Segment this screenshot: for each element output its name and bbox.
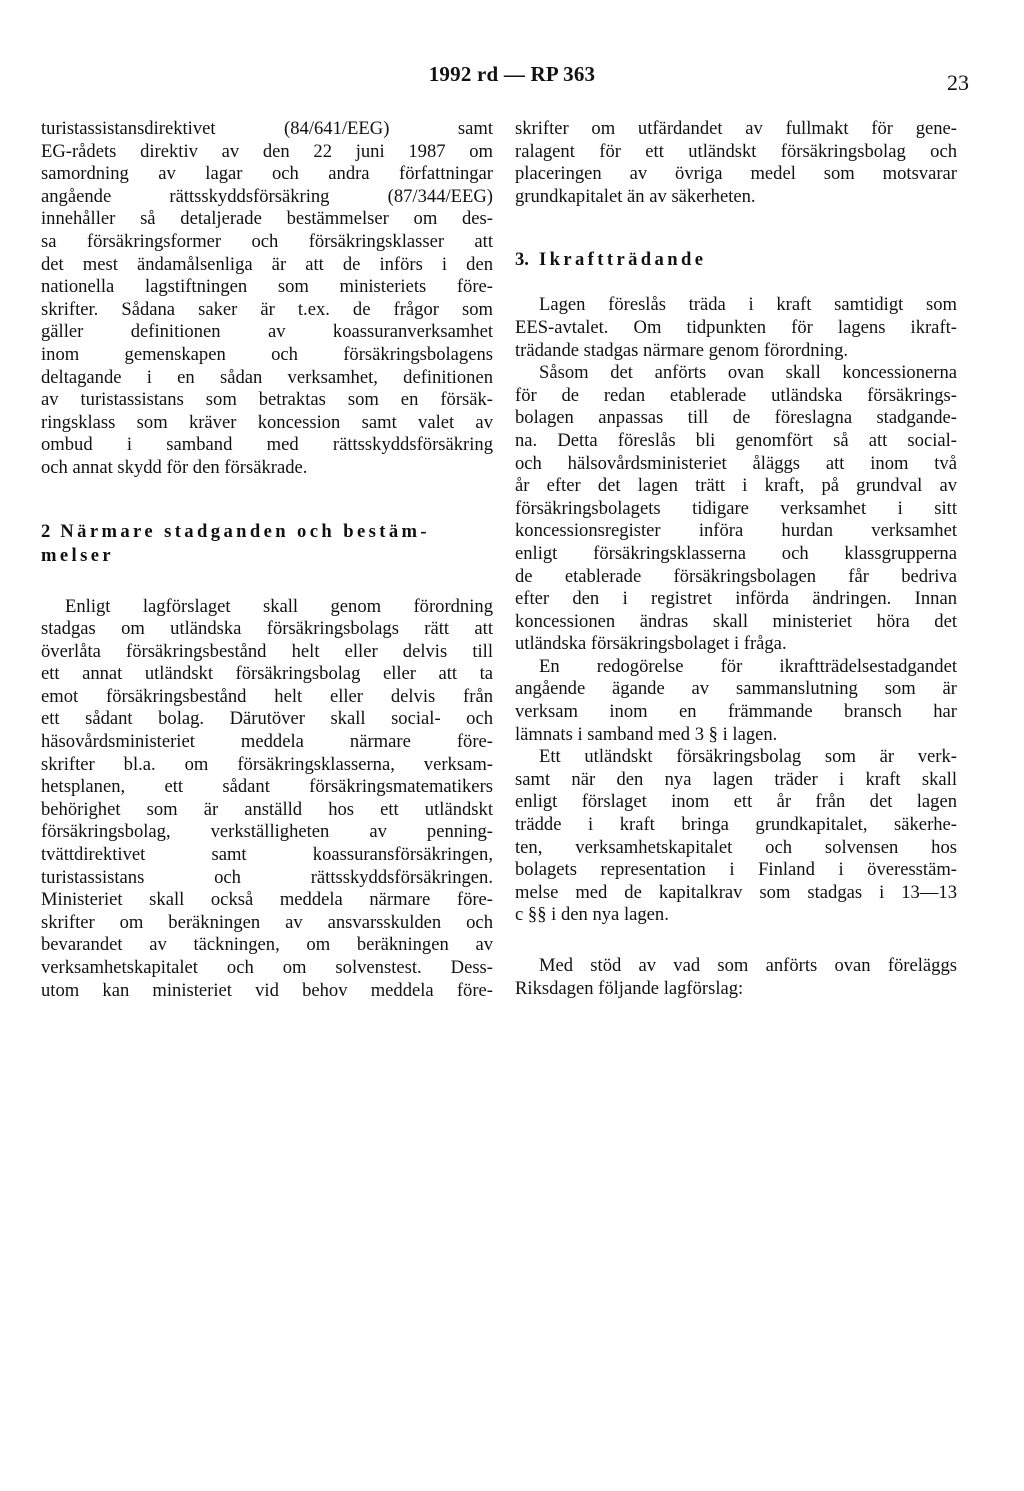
text-line: koncessionen ändras skall ministeriet höra det — [515, 610, 957, 632]
text-line: lämnats i samband med 3 § i lagen. — [515, 723, 778, 745]
text-line: angående ägande av sammanslutning som är — [515, 678, 957, 700]
text-line: det mest ändamålsenliga är att de införs i den — [41, 253, 493, 275]
text-line: Såsom det anförts ovan skall koncessionerna — [539, 362, 957, 384]
running-title: 1992 rd — RP 363 — [428, 62, 596, 86]
text-line: EES-avtalet. Om tidpunkten för lagens ikraft- — [515, 316, 957, 338]
section-number: 2 — [41, 520, 51, 542]
page-number: 23 — [947, 70, 969, 95]
text-line: överlåta försäkringsbestånd helt eller delvis till — [41, 640, 493, 662]
text-line: skrifter om beräkningen av ansvarsskulden och — [41, 911, 493, 933]
text-line: EG-rådets direktiv av den 22 juni 1987 om — [41, 140, 493, 162]
section-title: Ikraftträdande — [538, 249, 707, 271]
text-line: grundkapitalet än av säkerheten. — [515, 185, 756, 207]
text-line: skrifter bl.a. om försäkringsklasserna, verksam- — [41, 753, 493, 775]
text-line: En redogörelse för ikraftträdelsestadgandet — [539, 655, 957, 677]
right-paragraph-5 — [515, 746, 957, 927]
text-line: ett sådant bolag. Därutöver skall social- och — [41, 708, 493, 730]
text-line: deltagande i en sådan verksamhet, definitionen — [41, 366, 493, 388]
text-line: bolagets representation i Finland i överesstäm- — [515, 859, 957, 881]
text-line: enligt förslaget inom ett år från det lagen — [515, 791, 957, 813]
text-line: angående rättsskyddsförsäkring (87/344/EEG) — [41, 185, 493, 207]
text-line: samordning av lagar och andra författningar — [41, 163, 493, 185]
text-line: emot försäkringsbestånd helt eller delvis från — [41, 685, 493, 707]
text-line: stadgas om utländska försäkringsbolags rätt att — [41, 618, 493, 640]
text-line: av turistassistans som betraktas som en försäk- — [41, 389, 493, 411]
text-line: Med stöd av vad som anförts ovan föreläggs — [539, 955, 957, 976]
text-line: ralagent för ett utländskt försäkringsbolag och — [515, 140, 957, 162]
text-line: Ett utländskt försäkringsbolag som är verk- — [539, 746, 957, 768]
right-column — [515, 118, 957, 1000]
text-line: år efter det lagen trätt i kraft, på grundval av — [515, 475, 957, 497]
section-3-heading — [515, 248, 957, 272]
text-line: melse med de kapitalkrav som stadgas i 13—13 — [515, 881, 957, 903]
text-line: na. Detta föreslås bli genomfört så att social- — [515, 429, 957, 451]
text-line: sa försäkringsformer och försäkringsklasser att — [41, 230, 493, 252]
text-line: Riksdagen följande lagförslag: — [515, 977, 744, 999]
section-title: Närmare stadganden och bestäm- — [60, 520, 430, 542]
text-line: ringsklass som kräver koncession samt valet av — [41, 411, 493, 433]
text-line: utom kan ministeriet vid behov meddela före- — [41, 979, 493, 1001]
text-line: Enligt lagförslaget skall genom förordning — [65, 595, 493, 617]
text-line: Lagen föreslås träda i kraft samtidigt som — [539, 294, 957, 316]
text-line: enligt försäkringsklasserna och klassgrupperna — [515, 542, 957, 564]
text-line: och annat skydd för den försäkrade. — [41, 456, 308, 478]
text-line: trädande stadgas närmare genom förordning. — [515, 339, 849, 361]
section-2-heading — [41, 520, 493, 568]
text-line: bolagen anpassas till de föreslagna stadgande- — [515, 407, 957, 429]
text-line: verksam inom en främmande bransch har — [515, 701, 957, 723]
text-line: verksamhetskapitalet och om solvenstest. Dess- — [41, 957, 493, 978]
text-line: behörighet som är anställd hos ett utländskt — [41, 798, 493, 820]
section-number: 3. — [515, 249, 529, 271]
text-line: inom gemenskapen och försäkringsbolagens — [41, 343, 493, 365]
section-title-continued: melser — [41, 544, 115, 566]
text-line: c §§ i den nya lagen. — [515, 904, 669, 926]
text-line: placeringen av övriga medel som motsvarar — [515, 163, 957, 185]
text-line: gäller definitionen av koassuranverksamhet — [41, 321, 493, 343]
text-line: innehåller så detaljerade bestämmelser om des- — [41, 208, 493, 230]
text-line: skrifter. Sådana saker är t.ex. de frågor som — [41, 298, 493, 320]
right-paragraph-4 — [515, 656, 957, 746]
text-line: för de redan etablerade utländska försäkrings- — [515, 384, 957, 406]
right-paragraph-6 — [515, 955, 957, 1000]
text-line: försäkringsbolagets tidigare verksamhet i sitt — [515, 497, 957, 519]
text-line: Ministeriet skall också meddela närmare före- — [41, 889, 493, 911]
text-line: försäkringsbolag, verkställigheten av penning- — [41, 821, 493, 843]
text-line: tvättdirektivet samt koassuransförsäkringen, — [41, 844, 493, 866]
text-line: skrifter om utfärdandet av fullmakt för gene- — [515, 118, 957, 139]
right-paragraph-1 — [515, 118, 957, 208]
text-line: ten, verksamhetskapitalet och solvensen hos — [515, 836, 957, 858]
left-column — [41, 118, 493, 1002]
text-line: nationella lagstiftningen som ministeriets före- — [41, 276, 493, 298]
text-line: de etablerade försäkringsbolagen får bedriva — [515, 565, 957, 587]
text-line: turistassistansdirektivet (84/641/EEG) samt — [41, 118, 493, 139]
left-paragraph-2 — [41, 596, 493, 1003]
text-line: ett annat utländskt försäkringsbolag eller att ta — [41, 663, 493, 685]
text-line: utländska försäkringsbolaget i fråga. — [515, 633, 787, 655]
text-line: trädde i kraft bringa grundkapitalet, säkerhe- — [515, 814, 957, 836]
text-line: och hälsovårdsministeriet åläggs att inom två — [515, 452, 957, 474]
right-paragraph-3 — [515, 362, 957, 656]
text-line: bevarandet av täckningen, om beräkningen av — [41, 934, 493, 956]
text-line: häsovårdsministeriet meddela närmare före- — [41, 731, 493, 753]
text-line: hetsplanen, ett sådant försäkringsmatematikers — [41, 776, 493, 798]
text-line: samt när den nya lagen träder i kraft skall — [515, 768, 957, 790]
left-paragraph-1 — [41, 118, 493, 480]
right-paragraph-2 — [515, 294, 957, 362]
text-line: ombud i samband med rättsskyddsförsäkring — [41, 434, 493, 456]
text-line: turistassistans och rättsskyddsförsäkringen. — [41, 866, 493, 888]
text-line: efter den i registret införda ändringen. Innan — [515, 588, 957, 610]
text-line: koncessionsregister införa hurdan verksamhet — [515, 520, 957, 542]
